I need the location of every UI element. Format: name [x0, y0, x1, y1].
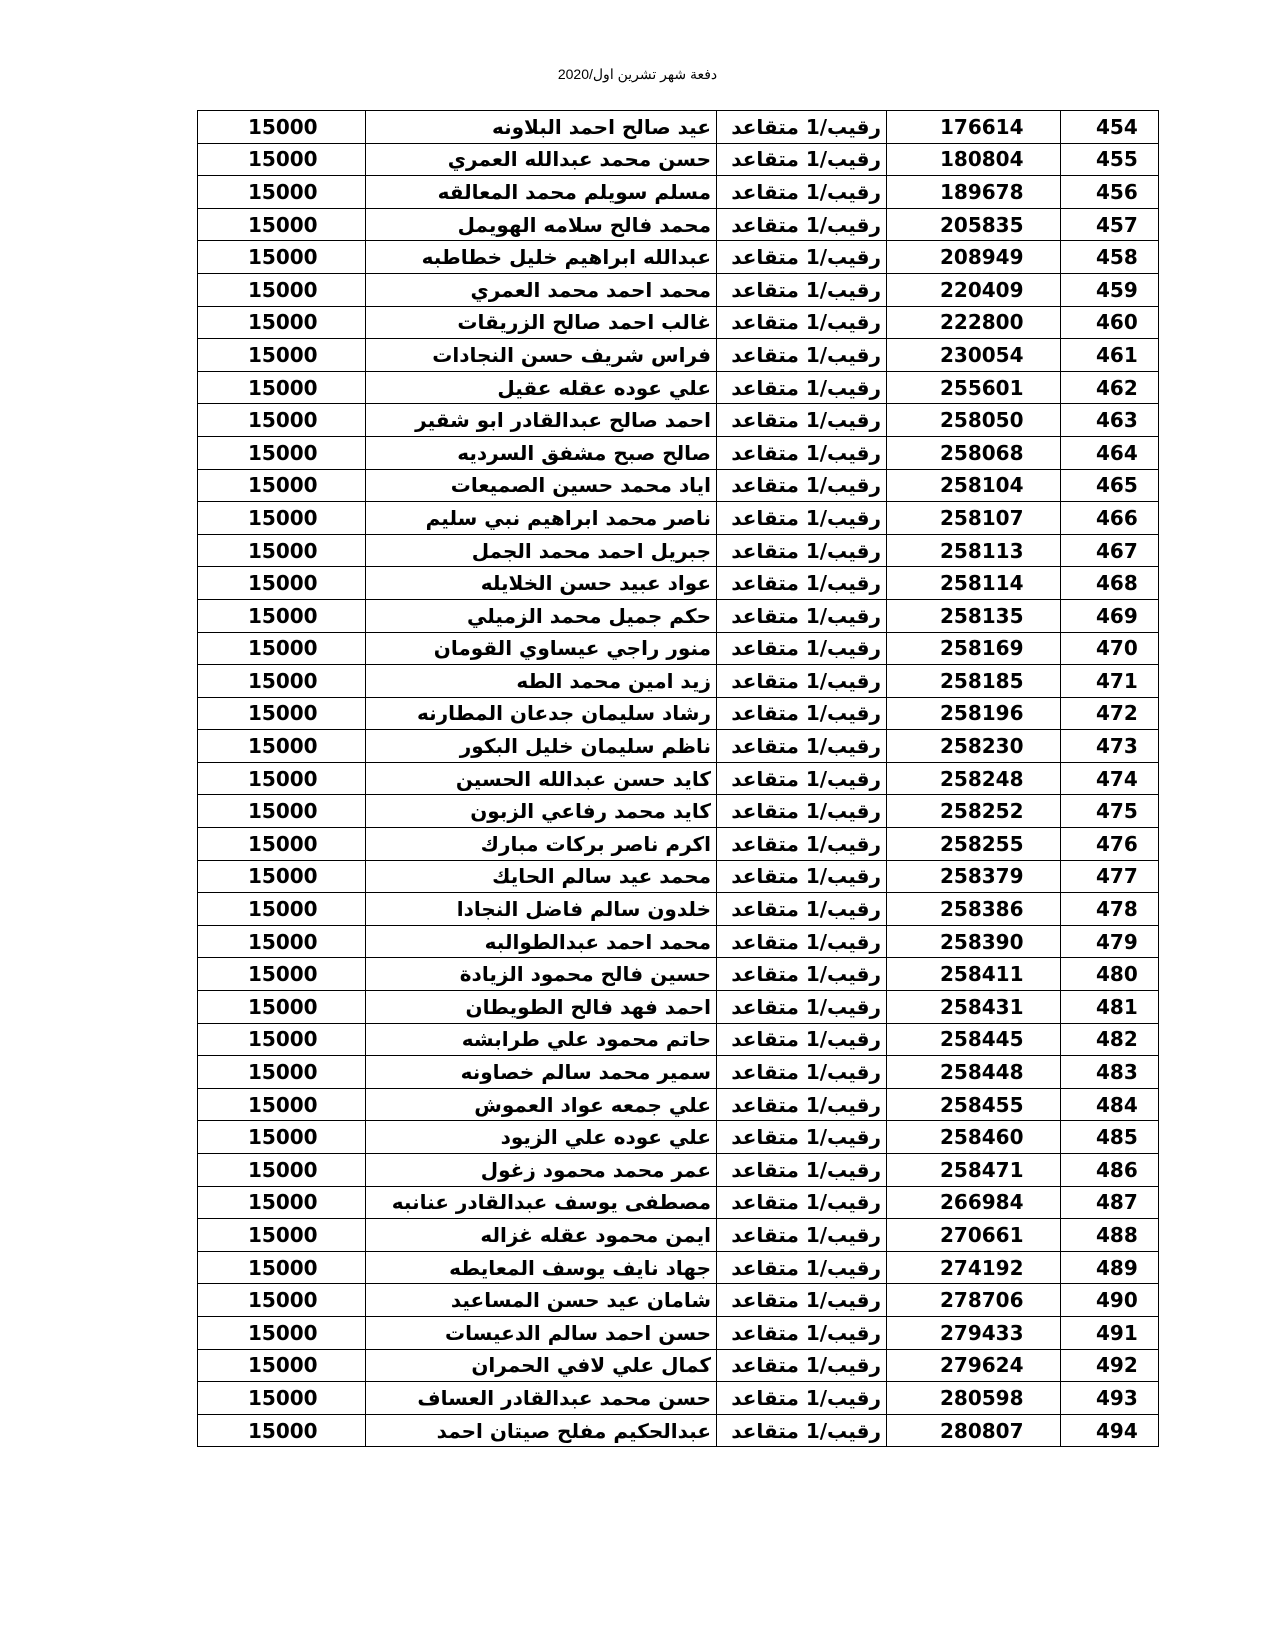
- rank-cell: رقيب/1 متقاعد: [717, 958, 887, 991]
- payment-table: [197, 110, 1159, 1447]
- id-number-cell: 258185: [887, 665, 1061, 698]
- serial-number-cell: 488: [1061, 1219, 1159, 1252]
- rank-cell: رقيب/1 متقاعد: [717, 567, 887, 600]
- id-number-cell: 278706: [887, 1284, 1061, 1317]
- amount-cell: 15000: [198, 502, 366, 535]
- rank-cell: رقيب/1 متقاعد: [717, 111, 887, 144]
- page-title: دفعة شهر تشرين اول/2020: [557, 66, 718, 82]
- id-number-cell: 258411: [887, 958, 1061, 991]
- name-cell: غالب احمد صالح الزريقات: [366, 306, 717, 339]
- id-number-cell: 255601: [887, 371, 1061, 404]
- name-cell: حاتم محمود علي طرابشه: [366, 1023, 717, 1056]
- id-number-cell: 258104: [887, 469, 1061, 502]
- id-number-cell: 258431: [887, 991, 1061, 1024]
- id-number-cell: 258448: [887, 1056, 1061, 1089]
- serial-number-cell: 481: [1061, 991, 1159, 1024]
- amount-cell: 15000: [198, 599, 366, 632]
- rank-cell: رقيب/1 متقاعد: [717, 1382, 887, 1415]
- rank-cell: رقيب/1 متقاعد: [717, 1154, 887, 1187]
- id-number-cell: 280807: [887, 1414, 1061, 1447]
- table-row: [198, 273, 1159, 306]
- table-row: [198, 339, 1159, 372]
- amount-cell: 15000: [198, 1088, 366, 1121]
- name-cell: خلدون سالم فاضل النجادا: [366, 893, 717, 926]
- serial-number-cell: 490: [1061, 1284, 1159, 1317]
- amount-cell: 15000: [198, 371, 366, 404]
- table-row: [198, 958, 1159, 991]
- rank-cell: رقيب/1 متقاعد: [717, 1088, 887, 1121]
- table-row: [198, 991, 1159, 1024]
- table-row: [198, 1088, 1159, 1121]
- id-number-cell: 270661: [887, 1219, 1061, 1252]
- amount-cell: 15000: [198, 111, 366, 144]
- serial-number-cell: 470: [1061, 632, 1159, 665]
- name-cell: حسن محمد عبدالقادر العساف: [366, 1382, 717, 1415]
- serial-number-cell: 474: [1061, 762, 1159, 795]
- amount-cell: 15000: [198, 762, 366, 795]
- id-number-cell: 189678: [887, 176, 1061, 209]
- rank-cell: رقيب/1 متقاعد: [717, 1316, 887, 1349]
- id-number-cell: 258390: [887, 925, 1061, 958]
- serial-number-cell: 466: [1061, 502, 1159, 535]
- id-number-cell: 220409: [887, 273, 1061, 306]
- amount-cell: 15000: [198, 176, 366, 209]
- name-cell: سمير محمد سالم خصاونه: [366, 1056, 717, 1089]
- id-number-cell: 258255: [887, 828, 1061, 861]
- amount-cell: 15000: [198, 339, 366, 372]
- amount-cell: 15000: [198, 860, 366, 893]
- name-cell: ناظم سليمان خليل البكور: [366, 730, 717, 763]
- name-cell: حكم جميل محمد الزميلي: [366, 599, 717, 632]
- id-number-cell: 258114: [887, 567, 1061, 600]
- id-number-cell: 180804: [887, 143, 1061, 176]
- amount-cell: 15000: [198, 730, 366, 763]
- rank-cell: رقيب/1 متقاعد: [717, 730, 887, 763]
- serial-number-cell: 485: [1061, 1121, 1159, 1154]
- amount-cell: 15000: [198, 1219, 366, 1252]
- rank-cell: رقيب/1 متقاعد: [717, 404, 887, 437]
- table-row: [198, 925, 1159, 958]
- rank-cell: رقيب/1 متقاعد: [717, 273, 887, 306]
- amount-cell: 15000: [198, 1316, 366, 1349]
- name-cell: كمال علي لافي الحمران: [366, 1349, 717, 1382]
- name-cell: فراس شريف حسن النجادات: [366, 339, 717, 372]
- rank-cell: رقيب/1 متقاعد: [717, 762, 887, 795]
- name-cell: عيد صالح احمد البلاونه: [366, 111, 717, 144]
- id-number-cell: 176614: [887, 111, 1061, 144]
- table-row: [198, 176, 1159, 209]
- id-number-cell: 279624: [887, 1349, 1061, 1382]
- serial-number-cell: 489: [1061, 1251, 1159, 1284]
- rank-cell: رقيب/1 متقاعد: [717, 697, 887, 730]
- rank-cell: رقيب/1 متقاعد: [717, 795, 887, 828]
- amount-cell: 15000: [198, 697, 366, 730]
- name-cell: مسلم سويلم محمد المعالقه: [366, 176, 717, 209]
- serial-number-cell: 487: [1061, 1186, 1159, 1219]
- amount-cell: 15000: [198, 1251, 366, 1284]
- id-number-cell: 258135: [887, 599, 1061, 632]
- id-number-cell: 205835: [887, 208, 1061, 241]
- amount-cell: 15000: [198, 143, 366, 176]
- serial-number-cell: 476: [1061, 828, 1159, 861]
- amount-cell: 15000: [198, 404, 366, 437]
- name-cell: اياد محمد حسين الصميعات: [366, 469, 717, 502]
- table-row: [198, 860, 1159, 893]
- serial-number-cell: 471: [1061, 665, 1159, 698]
- rank-cell: رقيب/1 متقاعد: [717, 632, 887, 665]
- table-row: [198, 241, 1159, 274]
- amount-cell: 15000: [198, 1023, 366, 1056]
- id-number-cell: 274192: [887, 1251, 1061, 1284]
- rank-cell: رقيب/1 متقاعد: [717, 860, 887, 893]
- rank-cell: رقيب/1 متقاعد: [717, 502, 887, 535]
- name-cell: علي عوده علي الزيود: [366, 1121, 717, 1154]
- id-number-cell: 258471: [887, 1154, 1061, 1187]
- table-row: [198, 665, 1159, 698]
- amount-cell: 15000: [198, 958, 366, 991]
- table-row: [198, 534, 1159, 567]
- serial-number-cell: 467: [1061, 534, 1159, 567]
- amount-cell: 15000: [198, 273, 366, 306]
- table-row: [198, 1284, 1159, 1317]
- table-row: [198, 1382, 1159, 1415]
- name-cell: كايد محمد رفاعي الزبون: [366, 795, 717, 828]
- table-row: [198, 1251, 1159, 1284]
- table-row: [198, 111, 1159, 144]
- table-row: [198, 762, 1159, 795]
- id-number-cell: 258252: [887, 795, 1061, 828]
- rank-cell: رقيب/1 متقاعد: [717, 1349, 887, 1382]
- table-row: [198, 1414, 1159, 1447]
- serial-number-cell: 468: [1061, 567, 1159, 600]
- name-cell: صالح صبح مشفق السرديه: [366, 436, 717, 469]
- amount-cell: 15000: [198, 1284, 366, 1317]
- table-row: [198, 893, 1159, 926]
- rank-cell: رقيب/1 متقاعد: [717, 1251, 887, 1284]
- id-number-cell: 266984: [887, 1186, 1061, 1219]
- amount-cell: 15000: [198, 241, 366, 274]
- amount-cell: 15000: [198, 1414, 366, 1447]
- table-row: [198, 697, 1159, 730]
- table-row: [198, 1056, 1159, 1089]
- id-number-cell: 258386: [887, 893, 1061, 926]
- id-number-cell: 258248: [887, 762, 1061, 795]
- serial-number-cell: 482: [1061, 1023, 1159, 1056]
- name-cell: جهاد نايف يوسف المعايطه: [366, 1251, 717, 1284]
- name-cell: احمد صالح عبدالقادر ابو شقير: [366, 404, 717, 437]
- table-row: [198, 306, 1159, 339]
- serial-number-cell: 459: [1061, 273, 1159, 306]
- rank-cell: رقيب/1 متقاعد: [717, 208, 887, 241]
- serial-number-cell: 473: [1061, 730, 1159, 763]
- name-cell: احمد فهد فالح الطويطان: [366, 991, 717, 1024]
- amount-cell: 15000: [198, 665, 366, 698]
- serial-number-cell: 477: [1061, 860, 1159, 893]
- id-number-cell: 258460: [887, 1121, 1061, 1154]
- name-cell: مصطفى يوسف عبدالقادر عنانبه: [366, 1186, 717, 1219]
- rank-cell: رقيب/1 متقاعد: [717, 1186, 887, 1219]
- serial-number-cell: 463: [1061, 404, 1159, 437]
- amount-cell: 15000: [198, 1056, 366, 1089]
- serial-number-cell: 478: [1061, 893, 1159, 926]
- name-cell: علي عوده عقله عقيل: [366, 371, 717, 404]
- table-row: [198, 1349, 1159, 1382]
- name-cell: محمد احمد محمد العمري: [366, 273, 717, 306]
- rank-cell: رقيب/1 متقاعد: [717, 1219, 887, 1252]
- name-cell: جبريل احمد محمد الجمل: [366, 534, 717, 567]
- name-cell: عبدالله ابراهيم خليل خطاطبه: [366, 241, 717, 274]
- serial-number-cell: 493: [1061, 1382, 1159, 1415]
- amount-cell: 15000: [198, 469, 366, 502]
- serial-number-cell: 494: [1061, 1414, 1159, 1447]
- amount-cell: 15000: [198, 567, 366, 600]
- table-row: [198, 1023, 1159, 1056]
- serial-number-cell: 475: [1061, 795, 1159, 828]
- name-cell: حسن محمد عبدالله العمري: [366, 143, 717, 176]
- serial-number-cell: 472: [1061, 697, 1159, 730]
- amount-cell: 15000: [198, 925, 366, 958]
- amount-cell: 15000: [198, 795, 366, 828]
- serial-number-cell: 462: [1061, 371, 1159, 404]
- amount-cell: 15000: [198, 436, 366, 469]
- table-row: [198, 795, 1159, 828]
- table-row: [198, 1121, 1159, 1154]
- rank-cell: رقيب/1 متقاعد: [717, 534, 887, 567]
- id-number-cell: 258455: [887, 1088, 1061, 1121]
- rank-cell: رقيب/1 متقاعد: [717, 1284, 887, 1317]
- id-number-cell: 280598: [887, 1382, 1061, 1415]
- serial-number-cell: 484: [1061, 1088, 1159, 1121]
- rank-cell: رقيب/1 متقاعد: [717, 241, 887, 274]
- name-cell: حسن احمد سالم الدعيسات: [366, 1316, 717, 1349]
- serial-number-cell: 491: [1061, 1316, 1159, 1349]
- name-cell: ايمن محمود عقله غزاله: [366, 1219, 717, 1252]
- serial-number-cell: 464: [1061, 436, 1159, 469]
- name-cell: رشاد سليمان جدعان المطارنه: [366, 697, 717, 730]
- rank-cell: رقيب/1 متقاعد: [717, 176, 887, 209]
- id-number-cell: 258113: [887, 534, 1061, 567]
- serial-number-cell: 492: [1061, 1349, 1159, 1382]
- table-row: [198, 730, 1159, 763]
- amount-cell: 15000: [198, 208, 366, 241]
- rank-cell: رقيب/1 متقاعد: [717, 665, 887, 698]
- name-cell: محمد فالح سلامه الهويمل: [366, 208, 717, 241]
- rank-cell: رقيب/1 متقاعد: [717, 925, 887, 958]
- id-number-cell: 258196: [887, 697, 1061, 730]
- name-cell: عبدالحكيم مفلح صيتان احمد: [366, 1414, 717, 1447]
- rank-cell: رقيب/1 متقاعد: [717, 1023, 887, 1056]
- rank-cell: رقيب/1 متقاعد: [717, 599, 887, 632]
- serial-number-cell: 458: [1061, 241, 1159, 274]
- name-cell: محمد احمد عبدالطوالبه: [366, 925, 717, 958]
- serial-number-cell: 469: [1061, 599, 1159, 632]
- name-cell: اكرم ناصر بركات مبارك: [366, 828, 717, 861]
- name-cell: محمد عيد سالم الحايك: [366, 860, 717, 893]
- rank-cell: رقيب/1 متقاعد: [717, 828, 887, 861]
- table-row: [198, 1186, 1159, 1219]
- table-row: [198, 632, 1159, 665]
- amount-cell: 15000: [198, 893, 366, 926]
- serial-number-cell: 455: [1061, 143, 1159, 176]
- serial-number-cell: 461: [1061, 339, 1159, 372]
- name-cell: علي جمعه عواد العموش: [366, 1088, 717, 1121]
- id-number-cell: 208949: [887, 241, 1061, 274]
- serial-number-cell: 483: [1061, 1056, 1159, 1089]
- table-row: [198, 436, 1159, 469]
- rank-cell: رقيب/1 متقاعد: [717, 339, 887, 372]
- amount-cell: 15000: [198, 632, 366, 665]
- id-number-cell: 222800: [887, 306, 1061, 339]
- name-cell: ناصر محمد ابراهيم نبي سليم: [366, 502, 717, 535]
- table-row: [198, 371, 1159, 404]
- serial-number-cell: 465: [1061, 469, 1159, 502]
- rank-cell: رقيب/1 متقاعد: [717, 1121, 887, 1154]
- table-row: [198, 143, 1159, 176]
- amount-cell: 15000: [198, 1382, 366, 1415]
- table-row: [198, 502, 1159, 535]
- id-number-cell: 258379: [887, 860, 1061, 893]
- rank-cell: رقيب/1 متقاعد: [717, 436, 887, 469]
- amount-cell: 15000: [198, 306, 366, 339]
- table-row: [198, 1219, 1159, 1252]
- serial-number-cell: 457: [1061, 208, 1159, 241]
- rank-cell: رقيب/1 متقاعد: [717, 991, 887, 1024]
- table-row: [198, 599, 1159, 632]
- table-row: [198, 208, 1159, 241]
- payment-table-body: [198, 111, 1159, 1447]
- table-row: [198, 567, 1159, 600]
- table-row: [198, 1316, 1159, 1349]
- table-row: [198, 1154, 1159, 1187]
- amount-cell: 15000: [198, 991, 366, 1024]
- serial-number-cell: 456: [1061, 176, 1159, 209]
- amount-cell: 15000: [198, 1186, 366, 1219]
- id-number-cell: 258230: [887, 730, 1061, 763]
- id-number-cell: 258445: [887, 1023, 1061, 1056]
- serial-number-cell: 479: [1061, 925, 1159, 958]
- name-cell: شامان عيد حسن المساعيد: [366, 1284, 717, 1317]
- table-row: [198, 828, 1159, 861]
- id-number-cell: 258169: [887, 632, 1061, 665]
- name-cell: زيد امين محمد الطه: [366, 665, 717, 698]
- serial-number-cell: 486: [1061, 1154, 1159, 1187]
- rank-cell: رقيب/1 متقاعد: [717, 469, 887, 502]
- amount-cell: 15000: [198, 534, 366, 567]
- table-row: [198, 404, 1159, 437]
- name-cell: منور راجي عيساوي القومان: [366, 632, 717, 665]
- name-cell: عواد عبيد حسن الخلايله: [366, 567, 717, 600]
- rank-cell: رقيب/1 متقاعد: [717, 893, 887, 926]
- rank-cell: رقيب/1 متقاعد: [717, 1414, 887, 1447]
- rank-cell: رقيب/1 متقاعد: [717, 1056, 887, 1089]
- table-row: [198, 469, 1159, 502]
- amount-cell: 15000: [198, 828, 366, 861]
- id-number-cell: 258107: [887, 502, 1061, 535]
- name-cell: حسين فالح محمود الزيادة: [366, 958, 717, 991]
- amount-cell: 15000: [198, 1349, 366, 1382]
- amount-cell: 15000: [198, 1154, 366, 1187]
- name-cell: كايد حسن عبدالله الحسين: [366, 762, 717, 795]
- id-number-cell: 258068: [887, 436, 1061, 469]
- serial-number-cell: 460: [1061, 306, 1159, 339]
- amount-cell: 15000: [198, 1121, 366, 1154]
- rank-cell: رقيب/1 متقاعد: [717, 143, 887, 176]
- rank-cell: رقيب/1 متقاعد: [717, 306, 887, 339]
- id-number-cell: 279433: [887, 1316, 1061, 1349]
- serial-number-cell: 454: [1061, 111, 1159, 144]
- id-number-cell: 258050: [887, 404, 1061, 437]
- id-number-cell: 230054: [887, 339, 1061, 372]
- rank-cell: رقيب/1 متقاعد: [717, 371, 887, 404]
- serial-number-cell: 480: [1061, 958, 1159, 991]
- name-cell: عمر محمد محمود زغول: [366, 1154, 717, 1187]
